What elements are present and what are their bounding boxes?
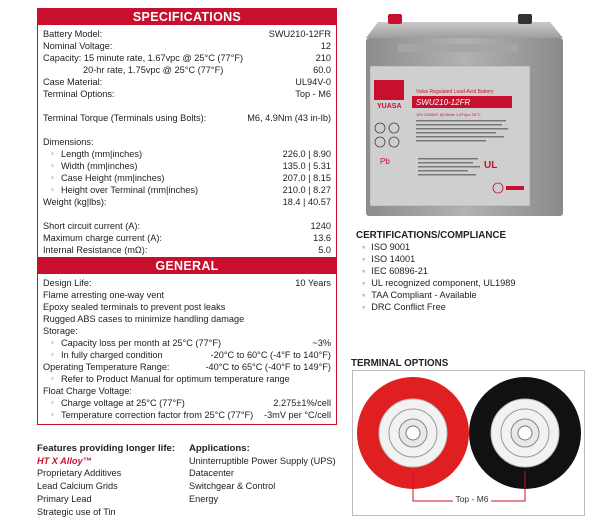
gen-storage: Storage: — [43, 326, 78, 336]
spec-dimensions-label: Dimensions: — [43, 137, 94, 147]
terminal-options-title: TERMINAL OPTIONS — [351, 358, 449, 369]
yuasa-logo — [374, 80, 404, 100]
features-item: Strategic use of Tin — [37, 507, 116, 517]
applications-item: Energy — [189, 494, 219, 504]
battery-subtitle-text: Valve Regulated Lead-Acid Battery — [416, 89, 494, 95]
spec-terminal-options: Terminal Options: Top - M6 — [43, 89, 331, 99]
specifications-header: SPECIFICATIONS — [38, 9, 336, 25]
terminal-options-frame — [352, 370, 585, 516]
certifications-title: CERTIFICATIONS/COMPLIANCE — [356, 230, 507, 241]
features-item: Proprietary Additives — [37, 468, 122, 478]
gen-abs: Rugged ABS cases to minimize handling damage — [43, 314, 245, 324]
cert-item: ◦ ISO 9001 — [362, 242, 410, 252]
features-item: HT X Alloy™ — [37, 456, 92, 466]
battery-illustration — [358, 8, 578, 220]
applications-item: Uninterruptible Power Supply (UPS) — [189, 456, 336, 466]
yuasa-brand-text: YUASA — [377, 103, 402, 110]
gen-refer: ◦ Refer to Product Manual for optimum temperature range — [43, 373, 331, 385]
battery-model-badge: SWU210-12FR — [416, 98, 471, 107]
spec-width: ◦ Width (mm|inches) 135.0 | 5.31 — [43, 160, 331, 172]
battery-photo — [358, 8, 578, 220]
gen-operating-temp: Operating Temperature Range: -40°C to 65°C (-40°F to 149°F) — [43, 362, 331, 372]
terminal-caption: Top - M6 — [455, 494, 489, 504]
spec-internal-resistance: Internal Resistance (mΩ): 5.0 — [43, 245, 331, 255]
gen-design-life: Design Life: 10 Years — [43, 278, 331, 288]
spec-length: ◦ Length (mm|inches) 226.0 | 8.90 — [43, 148, 331, 160]
features-title: Features providing longer life: — [37, 443, 176, 454]
gen-float-charge: Float Charge Voltage: — [43, 386, 132, 396]
spec-nominal-voltage: Nominal Voltage: 12 — [43, 41, 331, 51]
features-item: Primary Lead — [37, 494, 92, 504]
applications-item: Datacenter — [189, 468, 234, 478]
positive-terminal-cap — [388, 14, 402, 24]
spec-capacity-15min: Capacity: 15 minute rate, 1.67vpc @ 25°C (77°F) 210 — [43, 53, 331, 63]
spec-max-charge: Maximum charge current (A): 13.6 — [43, 233, 331, 243]
spec-case-material: Case Material: UL94V-0 — [43, 77, 331, 87]
gen-capacity-loss: ◦ Capacity loss per month at 25°C (77°F) ~3% — [43, 337, 331, 349]
spec-terminal-torque: Terminal Torque (Terminals using Bolts): M6, 4.9Nm (43 in-lb) — [43, 113, 331, 123]
battery-rating-line: 12V 210W/C @15min 1.67Vpc 25°C — [416, 112, 481, 117]
specifications-panel — [37, 8, 337, 259]
gen-charge-voltage: ◦ Charge voltage at 25°C (77°F) 2.275±1%/cell — [43, 397, 331, 409]
cert-item: ◦ UL recognized component, UL1989 — [362, 278, 515, 288]
features-item: Lead Calcium Grids — [37, 481, 118, 491]
cert-item: ◦ ISO 14001 — [362, 254, 415, 264]
gen-fully-charged: ◦ In fully charged condition -20°C to 60°C (-4°F to 140°F) — [43, 349, 331, 361]
spec-short-circuit: Short circuit current (A): 1240 — [43, 221, 331, 231]
general-panel — [37, 257, 337, 425]
gen-temp-correction: ◦ Temperature correction factor from 25°C (77°F) -3mV per °C/cell — [43, 409, 331, 421]
gen-epoxy: Epoxy sealed terminals to prevent post leaks — [43, 302, 226, 312]
spec-battery-model: Battery Model: SWU210-12FR — [43, 29, 331, 39]
cert-item: ◦ DRC Conflict Free — [362, 302, 446, 312]
spec-case-height: ◦ Case Height (mm|inches) 207.0 | 8.15 — [43, 172, 331, 184]
pb-recycle-label: Pb — [380, 157, 390, 166]
applications-item: Switchgear & Control — [189, 481, 276, 491]
cert-item: ◦ TAA Compliant - Available — [362, 290, 477, 300]
spec-weight: Weight (kg|lbs): 18.4 | 40.57 — [43, 197, 331, 207]
applications-title: Applications: — [189, 443, 250, 454]
cert-item: ◦ IEC 60896-21 — [362, 266, 428, 276]
negative-terminal-cap — [518, 14, 532, 24]
spec-capacity-20hr: 20-hr rate, 1.75vpc @ 25°C (77°F) 60.0 — [83, 65, 331, 75]
gen-flame: Flame arresting one-way vent — [43, 290, 165, 300]
ul-mark: UL — [484, 160, 498, 171]
spec-height-over-terminal: ◦ Height over Terminal (mm|inches) 210.0 | 8.27 — [43, 184, 331, 196]
general-header: GENERAL — [38, 258, 336, 274]
